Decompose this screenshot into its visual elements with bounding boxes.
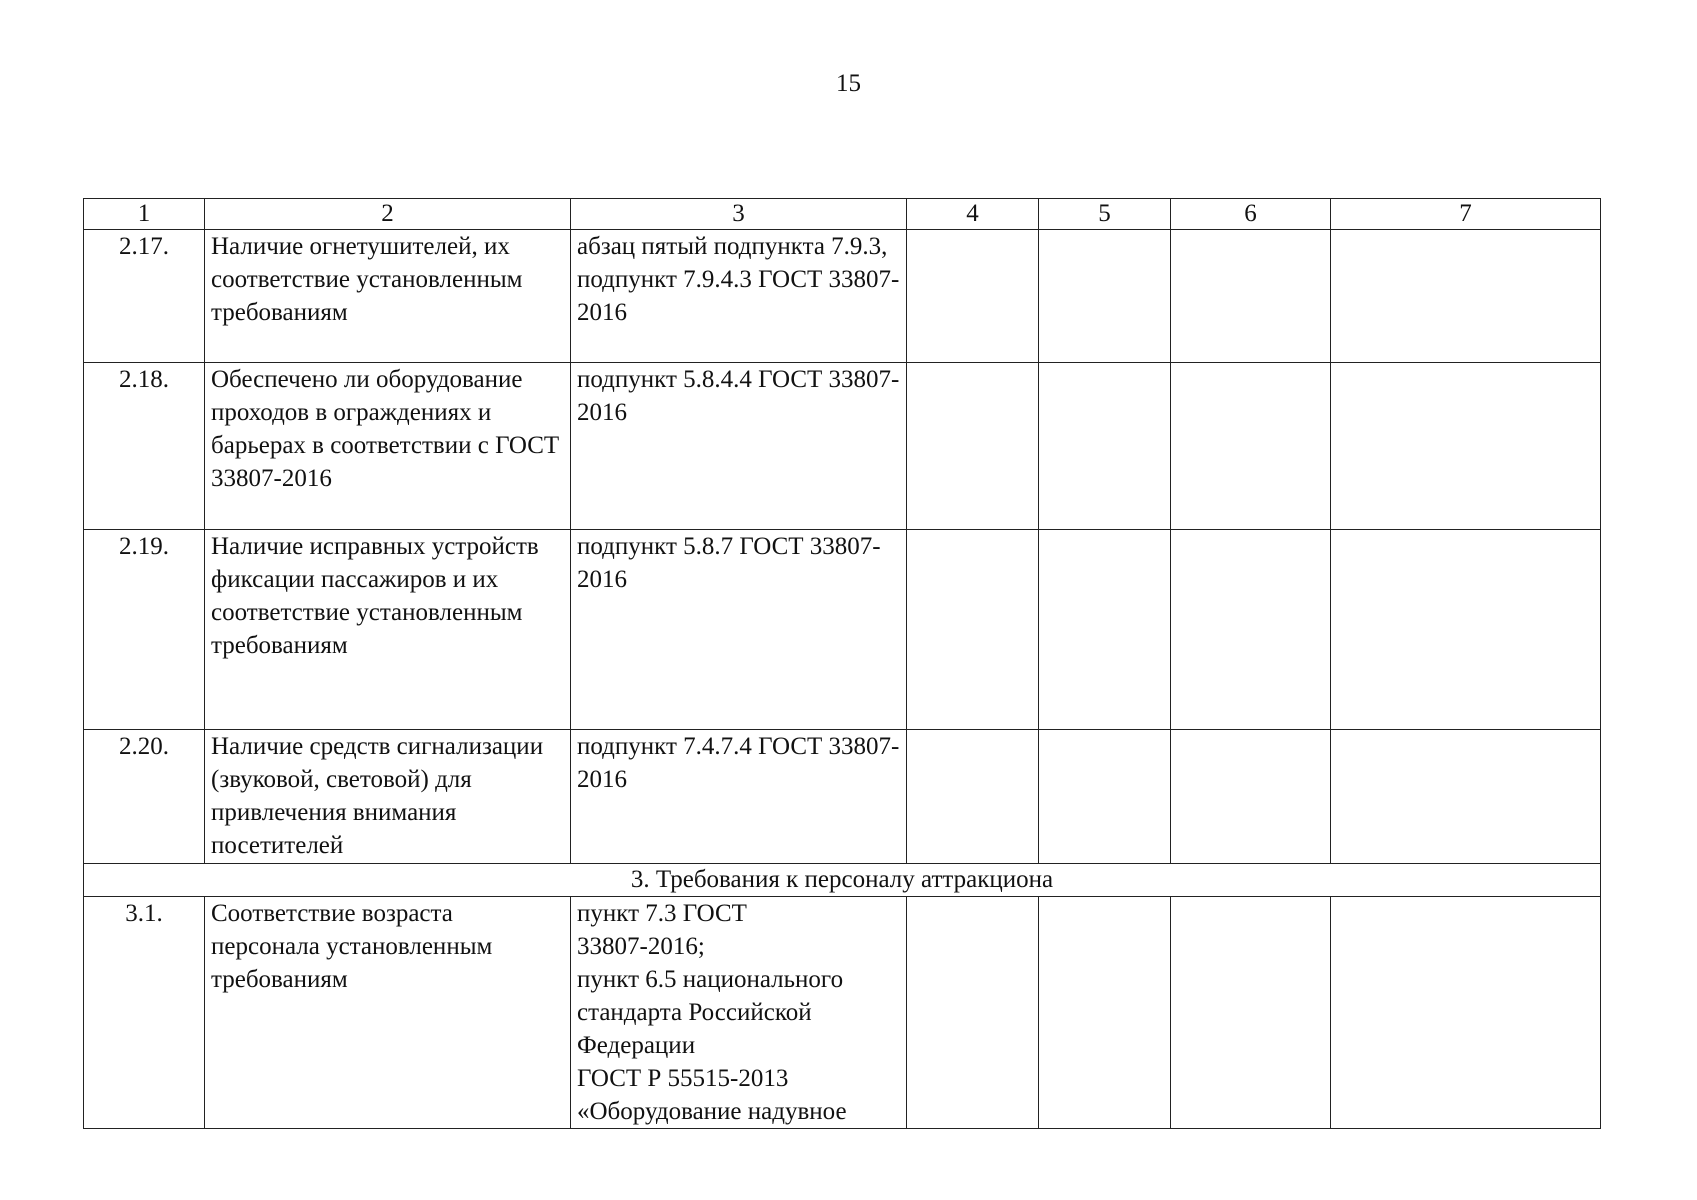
cell-col7 (1331, 730, 1601, 864)
row-number: 2.19. (84, 530, 205, 730)
section-title: 3. Требования к персоналу аттракциона (84, 864, 1601, 897)
table-row (84, 530, 1601, 730)
table-row (84, 730, 1601, 864)
requirement-text: Соответствие возраста персонала установленным требованиям (205, 897, 571, 1129)
cell-col4 (907, 363, 1039, 530)
cell-col7 (1331, 230, 1601, 363)
reference-line: пункт 6.5 национального (577, 966, 844, 993)
cell-col5 (1039, 363, 1171, 530)
column-header: 4 (907, 199, 1039, 230)
requirement-text: Наличие исправных устройств фиксации пассажиров и их соответствие установленным требованиям (205, 530, 571, 730)
reference-line: «Оборудование надувное (577, 1098, 847, 1125)
cell-col6 (1171, 363, 1331, 530)
table-row (84, 230, 1601, 363)
requirement-text: Наличие средств сигнализации (звуковой, световой) для привлечения внимания посетителей (205, 730, 571, 864)
cell-col4 (907, 897, 1039, 1129)
column-header: 6 (1171, 199, 1331, 230)
row-number: 3.1. (84, 897, 205, 1129)
inspection-table (83, 198, 1601, 1129)
column-header: 3 (571, 199, 907, 230)
cell-col6 (1171, 230, 1331, 363)
column-header-row (84, 199, 1601, 230)
reference-line: пункт 7.3 ГОСТ (577, 900, 747, 927)
column-header: 2 (205, 199, 571, 230)
cell-col6 (1171, 730, 1331, 864)
cell-col7 (1331, 897, 1601, 1129)
requirement-text: Наличие огнетушителей, их соответствие установленным требованиям (205, 230, 571, 363)
table-row (84, 363, 1601, 530)
reference-line: Федерации (577, 1032, 696, 1059)
reference-line: 33807-2016; (577, 933, 705, 960)
reference-text: подпункт 7.4.7.4 ГОСТ 33807-2016 (571, 730, 907, 864)
cell-col5 (1039, 897, 1171, 1129)
reference-text: абзац пятый подпункта 7.9.3, подпункт 7.9.4.3 ГОСТ 33807-2016 (571, 230, 907, 363)
section-header-row (84, 864, 1601, 897)
row-number: 2.17. (84, 230, 205, 363)
reference-text: подпункт 5.8.7 ГОСТ 33807-2016 (571, 530, 907, 730)
column-header: 7 (1331, 199, 1601, 230)
cell-col7 (1331, 363, 1601, 530)
reference-line: стандарта Российской (577, 999, 812, 1026)
cell-col5 (1039, 530, 1171, 730)
cell-col4 (907, 530, 1039, 730)
column-header: 5 (1039, 199, 1171, 230)
cell-col6 (1171, 897, 1331, 1129)
reference-text (571, 897, 907, 1129)
cell-col4 (907, 230, 1039, 363)
reference-line: ГОСТ Р 55515-2013 (577, 1065, 789, 1092)
cell-col5 (1039, 230, 1171, 363)
page-number: 15 (836, 70, 861, 97)
column-header: 1 (84, 199, 205, 230)
cell-col7 (1331, 530, 1601, 730)
requirement-text: Обеспечено ли оборудование проходов в ограждениях и барьерах в соответствии с ГОСТ 33807-2016 (205, 363, 571, 530)
row-number: 2.18. (84, 363, 205, 530)
cell-col5 (1039, 730, 1171, 864)
cell-col6 (1171, 530, 1331, 730)
row-number: 2.20. (84, 730, 205, 864)
cell-col4 (907, 730, 1039, 864)
table-row (84, 897, 1601, 1129)
reference-text: подпункт 5.8.4.4 ГОСТ 33807-2016 (571, 363, 907, 530)
